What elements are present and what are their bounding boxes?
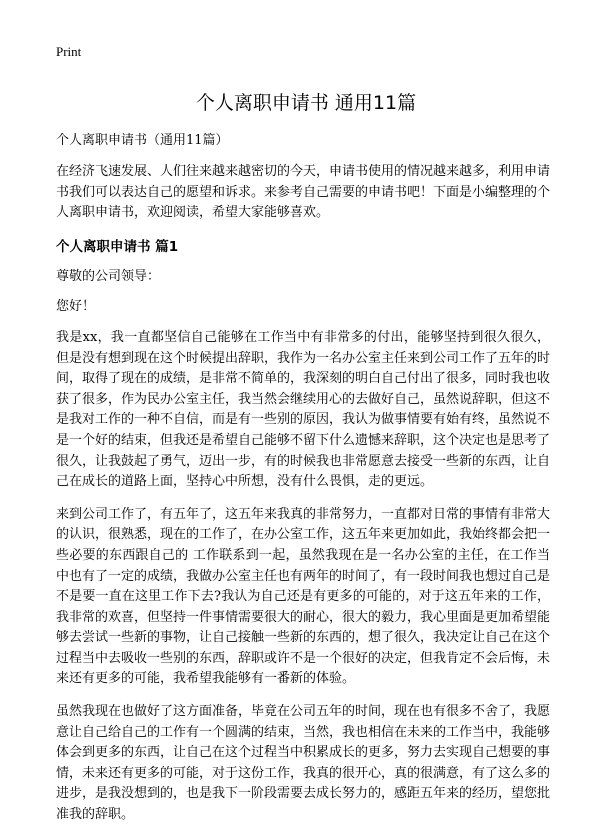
section-heading: 个人离职申请书 篇1 bbox=[56, 238, 179, 255]
salutation: 尊敬的公司领导： bbox=[56, 268, 161, 284]
body-paragraph: 来到公司工作了，有五年了，这五年来我真的非常努力，一直都对日常的事情有非常大的认识，很熟悉，现在的工作了，在办公室工作，这五年来更加如此，我始终都会把一些必要的东西跟自己的 工作联系到一起，虽然我现在是一名办公室的主任，在工作当中也有了一定的成绩，我做办公室主任也有两年的时间了，有一段时间我也想过自己是不是要一直在这里工作下去?我认为自己还是有更多的可能的，对于这五年来的工作，我非常的欢喜，但坚持一件事情需要很大的耐心，很大的毅力，我心里面是更加希望能够去尝试一些新的事物，让自己接触一些新的东西的，想了很久，我决定让自己在这个过程当中去吸收一些别的东西，辞职或许不是一个很好的决定，但我肯定不会后悔，未来还有更多的可能，我希望我能够有一番新的体验。 bbox=[56, 506, 551, 687]
greeting: 您好！ bbox=[56, 299, 96, 315]
page-title: 个人离职申请书 通用11篇 bbox=[195, 92, 417, 114]
print-link[interactable]: Print bbox=[56, 44, 82, 59]
body-paragraph: 虽然我现在也做好了这方面准备，毕竟在公司五年的时间，现在也有很多不舍了，我愿意让自己给自己的工作有一个圆满的结束，当然，我也相信在未来的工作当中，我能够体会到更多的东西，让自己在这个过程当中积累成长的更多，努力去实现自己想要的事情，未来还有更多的可能，对于这份工作，我真的很开心，真的很满意，有了这么多的进步，是我没想到的，也是我下一阶段需要去成长努力的，感距五年来的经历，望您批准我的辞职。 bbox=[56, 704, 551, 823]
document-subtitle: 个人离职申请书（通用11篇） bbox=[56, 133, 229, 148]
intro-paragraph: 在经济飞速发展、人们往来越来越密切的今天，申请书使用的情况越来越多，利用申请书我们可以表达自己的愿望和诉求。来参考自己需要的申请书吧！下面是小编整理的个人离职申请书，欢迎阅读，希望大家能够喜欢。 bbox=[56, 164, 551, 221]
body-paragraph: 我是xx，我一直都坚信自己能够在工作当中有非常多的付出，能够坚持到很久很久，但是没有想到现在这个时候提出辞职，我作为一名办公室主任来到公司工作了五年的时间，取得了现在的成绩，是非常不简单的，我深刻的明白自己付出了很多，同时我也收获了很多，作为民办公室主任，我当然会继续用心的去做好自己，虽然说辞职，但这不是我对工作的一种不自信，而是有一些别的原因，我认为做事情要有始有终，虽然说不是一个好的结束，但我还是希望自己能够不留下什么遗憾来辞职，这个决定也是思考了很久，让我鼓起了勇气，迈出一步，有的时候我也非常愿意去接受一些新的东西，让自己在成长的道路上面，坚持心中所想，没有什么畏惧，走的更远。 bbox=[56, 329, 551, 490]
